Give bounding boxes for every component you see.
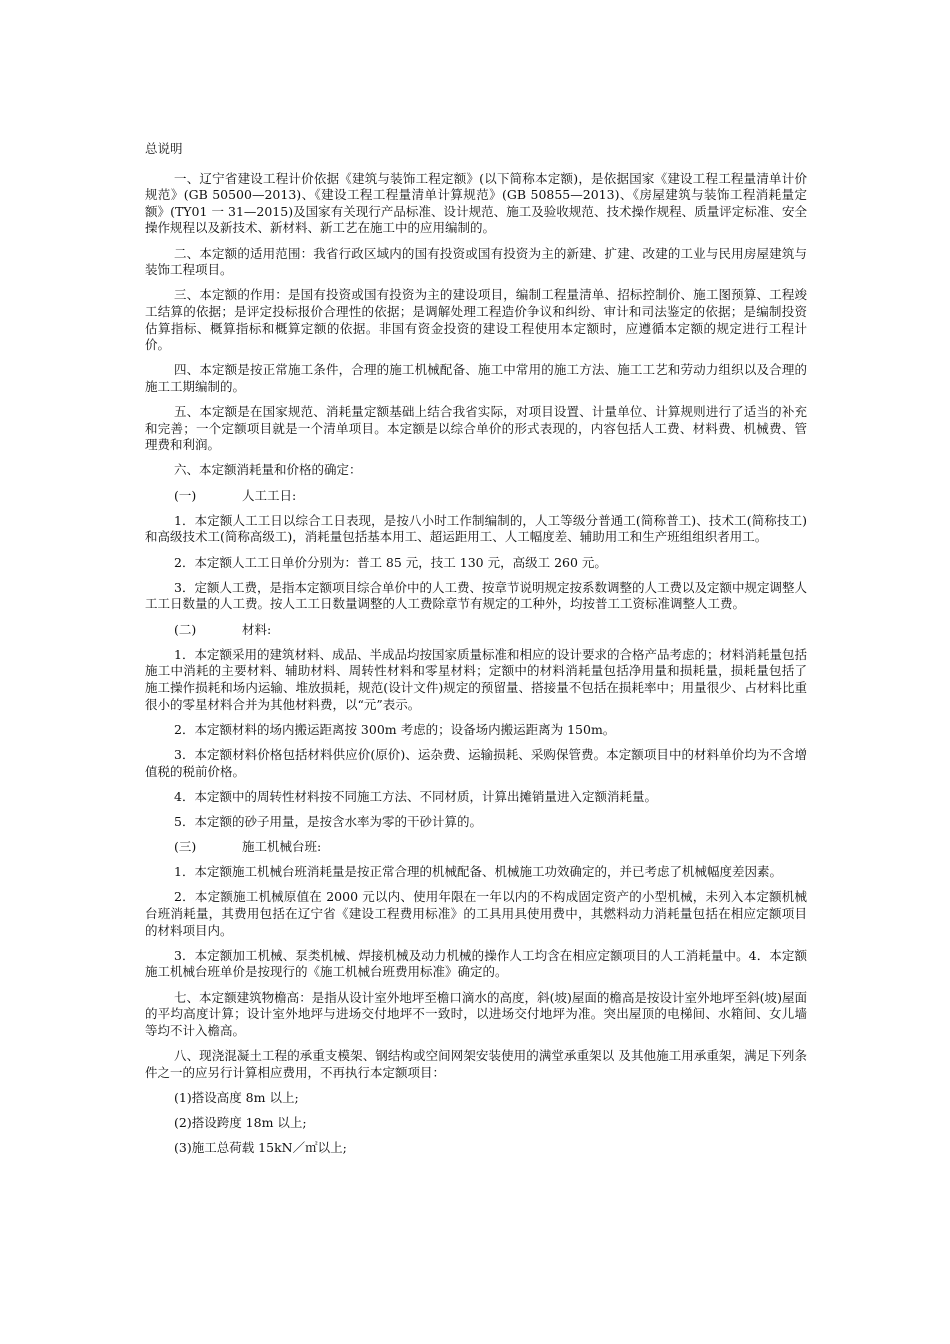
material-item-3: 3．本定额材料价格包括材料供应价(原价)、运杂费、运输损耗、采购保管费。本定额项目中的材料单价均为不含增值税的税前价格。 <box>145 746 807 779</box>
labor-item-2: 2．本定额人工工日单价分别为：普工 85 元，技工 130 元，高级工 260 元。 <box>174 554 607 570</box>
section-label: 施工机械台班: <box>242 839 322 855</box>
material-item-5: 5．本定额的砂子用量，是按含水率为零的干砂计算的。 <box>174 813 482 829</box>
section-label: 材料: <box>242 621 272 637</box>
material-item-2: 2．本定额材料的场内搬运距离按 300m 考虑的；设备场内搬运距离为 150m。 <box>174 721 616 737</box>
paragraph-4: 四、本定额是按正常施工条件，合理的施工机械配备、施工中常用的施工方法、施工工艺和劳动力组织以及合理的施工工期编制的。 <box>145 362 807 394</box>
machinery-item-3: 3．本定额加工机械、泵类机械、焊接机械及动力机械的操作人工均含在相应定额项目的人工消耗量中。4．本定额施工机械台班单价是按现行的《施工机械台班费用标准》确定的。 <box>145 947 807 980</box>
material-item-4: 4．本定额中的周转性材料按不同施工方法、不同材质，计算出摊销量进入定额消耗量。 <box>174 788 657 804</box>
labor-item-3: 3．定额人工费，是指本定额项目综合单价中的人工费、按章节说明规定按系数调整的人工费以及定额中规定调整人工工日数量的人工费。按人工工日数量调整的人工费除章节有规定的工种外，均按普工工资标准调整人工费。 <box>145 579 807 612</box>
condition-item-1: (1)搭设高度 8m 以上; <box>174 1089 299 1105</box>
labor-item-1: 1．本定额人工工日以综合工日表现，是按八小时工作制编制的，人工等级分普通工(简称普工)、技术工(简称技工)和高级技术工(简称高级工)，消耗量包括基本用工、超运距用工、人工幅度差、辅助用工和生产班组组织者用工。 <box>145 512 807 545</box>
section-number: (三) <box>174 839 197 855</box>
paragraph-2: 二、本定额的适用范围：我省行政区域内的国有投资或国有投资为主的新建、扩建、改建的工业与民用房屋建筑与装饰工程项目。 <box>145 245 807 278</box>
section-heading-labor <box>145 488 807 505</box>
paragraph-7: 七、本定额建筑物檐高：是指从设计室外地坪至檐口滴水的高度，斜(坡)屋面的檐高是按设计室外地坪至斜(坡)屋面的平均高度计算；设计室外地坪与进场交付地坪不一致时，以进场交付地坪为准。突出屋顶的电梯间、水箱间、女儿墙等均不计入檐高。 <box>145 989 807 1038</box>
section-number: (一) <box>174 487 197 503</box>
condition-item-2: (2)搭设跨度 18m 以上; <box>174 1114 307 1130</box>
paragraph-5: 五、本定额是在国家规范、消耗量定额基础上结合我省实际，对项目设置、计量单位、计算规则进行了适当的补充和完善；一个定额项目就是一个清单项目。本定额是以综合单价的形式表现的，内容包括人工费、材料费、机械费、管理费和利润。 <box>145 404 807 453</box>
section-heading-machinery <box>145 839 807 856</box>
document-title: 总说明 <box>145 141 183 156</box>
paragraph-3: 三、本定额的作用：是国有投资或国有投资为主的建设项目，编制工程量清单、招标控制价、施工图预算、工程竣工结算的依据；是评定投标报价合理性的依据；是调解处理工程造价争议和纠纷、审计和司法鉴定的依据；是编制投资估算指标、概算指标和概算定额的依据。非国有资金投资的建设工程使用本定额时，应遵循本定额的规定进行工程计价。 <box>145 287 807 353</box>
section-number: (二) <box>174 621 197 637</box>
paragraph-8: 八、现浇混凝土工程的承重支模架、钢结构或空间网架安装使用的满堂承重架以 及其他施工用承重架，满足下列条件之一的应另行计算相应费用，不再执行本定额项目： <box>145 1048 807 1080</box>
material-item-1: 1．本定额采用的建筑材料、成品、半成品均按国家质量标准和相应的设计要求的合格产品考虑的；材料消耗量包括施工中消耗的主要材料、辅助材料、周转性材料和零星材料；定额中的材料消耗量包括净用量和损耗量，损耗量包括了施工操作损耗和场内运输、堆放损耗，规范(设计文件)规定的预留量、搭接量不包括在损耗率中；用量很少、占材料比重很小的零星材料合并为其他材料费，以“元”表示。 <box>145 646 807 712</box>
machinery-item-1: 1．本定额施工机械台班消耗量是按正常合理的机械配备、机械施工功效确定的，并已考虑了机械幅度差因素。 <box>174 864 782 880</box>
document-body <box>145 141 807 1165</box>
paragraph-1: 一、辽宁省建设工程计价依据《建筑与装饰工程定额》(以下简称本定额)，是依据国家《建设工程工程量清单计价规范》(GB 50500—2013)、《建设工程工程量清单计算规范》(GB 50855—2013)、《房屋建筑与装饰工程消耗量定额》(TY01 一 31—2015)及国家有关现行产品标准、设计规范、施工及验收规范、技术操作规程、质量评定标准、安全操作规程以及新技术、新材料、新工艺在施工中的应用编制的。 <box>145 170 807 236</box>
machinery-item-2: 2．本定额施工机械原值在 2000 元以内、使用年限在一年以内的不构成固定资产的小型机械，未列入本定额机械台班消耗量，其费用包括在辽宁省《建设工程费用标准》的工具用具使用费中，其燃料动力消耗量包括在相应定额项目的材料项目内。 <box>145 889 807 938</box>
condition-item-3: (3)施工总荷载 15kN／㎡以上; <box>174 1140 347 1156</box>
paragraph-6: 六、本定额消耗量和价格的确定： <box>174 462 362 478</box>
section-label: 人工工日: <box>242 487 297 503</box>
section-heading-materials <box>145 622 807 639</box>
